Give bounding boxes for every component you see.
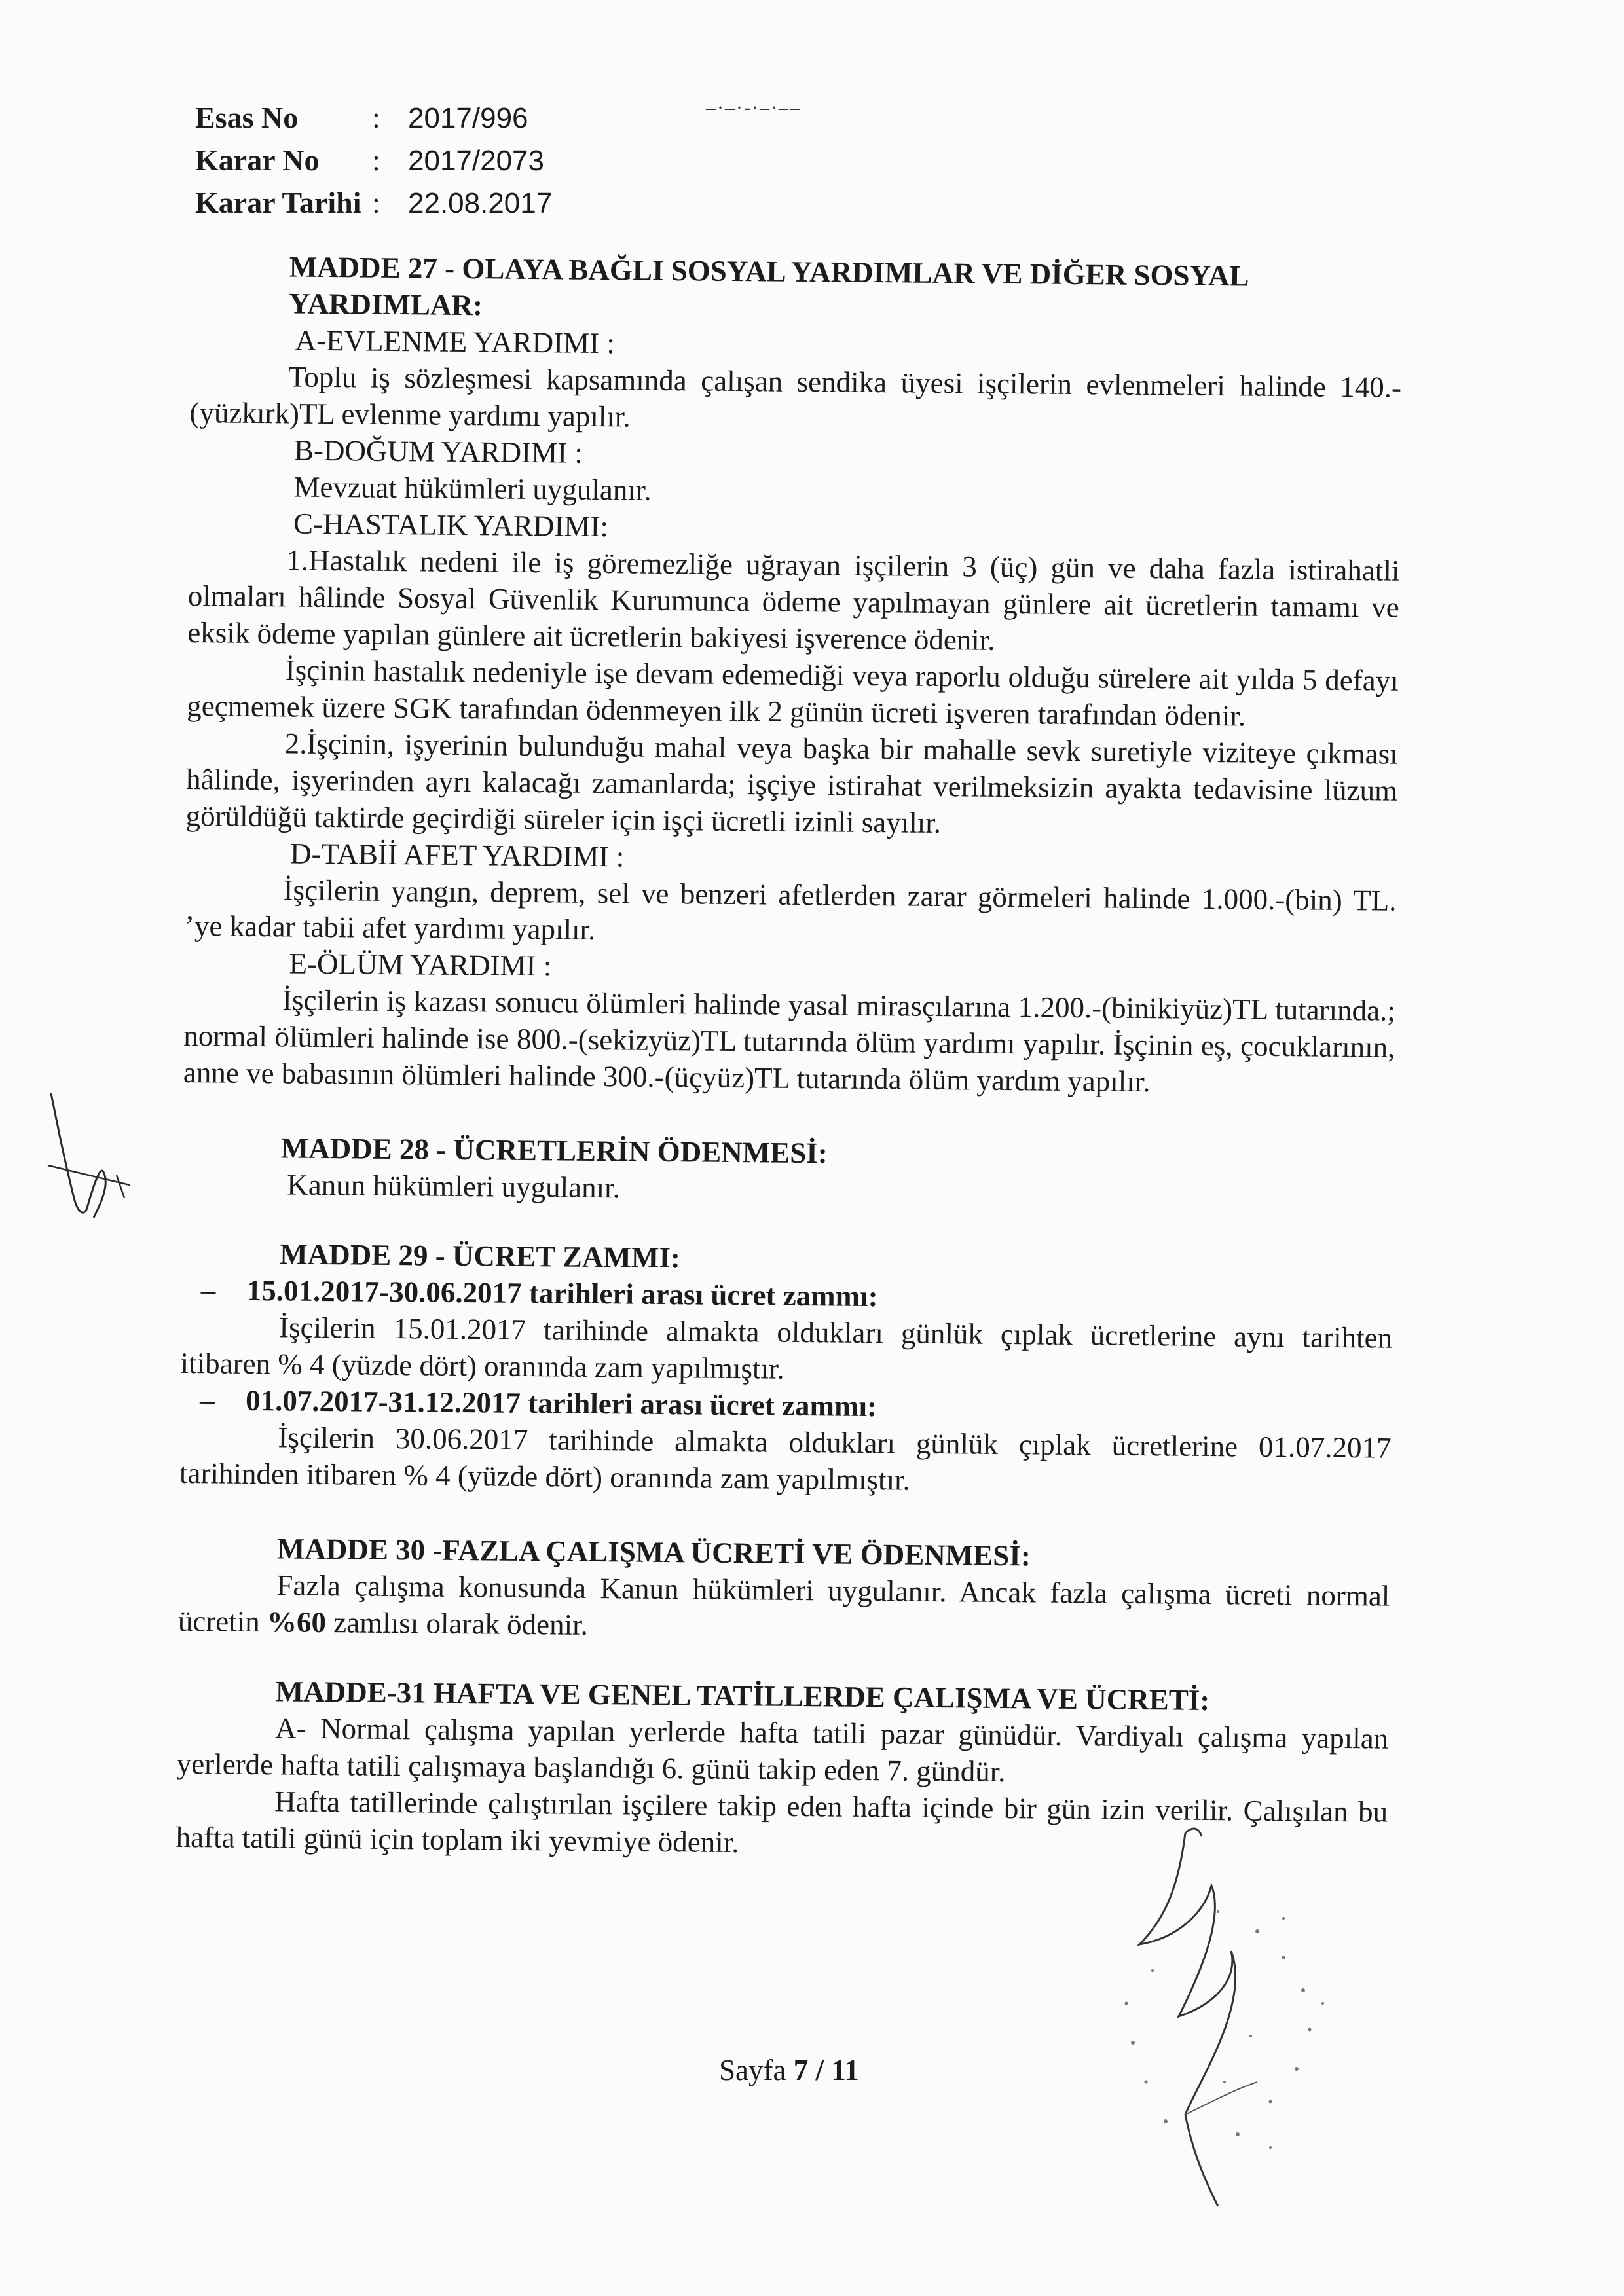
esas-label: Esas No <box>195 101 299 134</box>
madde28-title: MADDE 28 - ÜCRETLERİN ÖDENMESİ: <box>280 1131 828 1170</box>
tarih-value: 22.08.2017 <box>408 187 553 219</box>
karar-row <box>195 139 552 182</box>
page-number: 7 / 11 <box>793 2054 859 2086</box>
page-label: Sayfa <box>719 2054 794 2086</box>
karar-colon: : <box>372 143 380 177</box>
madde27-d-title: D-TABİİ AFET YARDIMI : <box>289 837 625 873</box>
madde27-a-text: Toplu iş sözleşmesi kapsamında çalışan sendika üyesi işçilerin evlenmeleri halinde 140.-(yüzkırk)TL evlenme yardımı yapılır. <box>189 360 1402 433</box>
madde27-a-title: A-EVLENME YARDIMI : <box>295 323 616 360</box>
bullet-dash: – <box>199 1383 215 1417</box>
bottom-signature <box>1087 1807 1414 2213</box>
karar-value: 2017/2073 <box>408 145 544 177</box>
madde27-c-text3: 2.İşçinin, işyerinin bulunduğu mahal veya başka bir mahalle sevk suretiyle viziteye çıkması hâlinde, işyerinden ayrı kalacağı zamanlarda; işçiye istirahat verilmeksizin ayakta tedavisine lüzum görüldüğü taktirde geçirdiği süreler için işçi ücretli izinli sayılır. <box>185 727 1398 840</box>
madde27-c-text2: İşçinin hastalık nedeniyle işe devam edemediği veya raporlu olduğu sürelere ait yılda 5 defayı geçmemek üzere SGK tarafından ödenmeyen ilk 2 günün ücreti işveren tarafından ödenir. <box>187 653 1399 733</box>
madde30-title: MADDE 30 -FAZLA ÇALIŞMA ÜCRETİ VE ÖDENMESİ: <box>276 1532 1031 1573</box>
madde27-b-text: Mevzuat hükümleri uygulanır. <box>293 470 652 507</box>
madde30-text-before: Fazla çalışma konusunda Kanun hükümleri uygulanır. Ancak fazla çalışma ücreti normal ücretin <box>177 1569 1390 1639</box>
madde29-bullet1-text: İşçilerin 15.01.2017 tarihinde almakta oldukları günlük çıplak ücretlerine aynı tarihten itibaren % 4 (yüzde dört) oranında zam yapılmıştır. <box>180 1311 1393 1385</box>
madde30-percent: %60 <box>267 1605 327 1639</box>
madde31-text1: A- Normal çalışma yapılan yerlerde hafta tatili pazar günüdür. Vardiyalı çalışma yapılan yerlerde hafta tatili çalışmaya başlandığı 6. günü takip eden 7. gündür. <box>176 1711 1389 1789</box>
madde27-c-text1: 1.Hastalık nedeni ile iş göremezliğe uğrayan işçilerin 3 (üç) gün ve daha fazla istirahatli olmaları hâlinde Sosyal Güvenlik Kurumunca ödeme yapılmayan günlere ait ücretlerin tamamı ve eksik ödeme yapılan günlere ait ücretlerin bakiyesi işverence ödenir. <box>187 543 1400 657</box>
madde27-e-text: İşçilerin iş kazası sonucu ölümleri halinde yasal mirasçılarına 1.200.-(binikiyüz)TL tutarında.; normal ölümleri halinde ise 800.-(sekizyüz)TL tutarında ölüm yardımı yapılır. İşçinin eş, çocuklarının, anne ve babasının ölümleri halinde 300.-(üçyüz)TL tutarında ölüm yardım yapılır. <box>183 983 1396 1099</box>
case-header <box>195 97 552 225</box>
esas-colon: : <box>372 101 380 134</box>
top-margin-mark: –·–·‑·–·–– <box>706 97 801 118</box>
madde27-e-title: E-ÖLÜM YARDIMI : <box>289 947 552 983</box>
madde30-text-after: zamlısı olarak ödenir. <box>325 1606 589 1641</box>
madde27-b-title: B-DOĞUM YARDIMI : <box>293 433 583 469</box>
madde29-bullet2-title: 01.07.2017-31.12.2017 tarihleri arası ücret zammı: <box>245 1383 877 1423</box>
madde28-text: Kanun hükümleri uygulanır. <box>287 1168 621 1205</box>
madde27-title: MADDE 27 - OLAYA BAĞLI SOSYAL YARDIMLAR VE DİĞER SOSYAL YARDIMLAR: <box>288 250 1248 322</box>
tarih-colon: : <box>372 186 380 219</box>
madde31-title: MADDE-31 HAFTA VE GENEL TATİLLERDE ÇALIŞMA VE ÜCRETİ: <box>275 1675 1210 1717</box>
madde27-d-text: İşçilerin yangın, deprem, sel ve benzeri afetlerden zarar görmeleri halinde 1.000.-(bin) TL. ’ye kadar tabii afet yardımı yapılır. <box>184 873 1397 946</box>
madde30-text <box>178 1566 1390 1651</box>
tarih-row <box>195 182 552 225</box>
karar-label: Karar No <box>195 143 320 177</box>
margin-initial-signature <box>38 1087 136 1237</box>
esas-row <box>195 97 552 139</box>
madde29-title: MADDE 29 - ÜCRET ZAMMI: <box>280 1237 681 1275</box>
madde27-c-title: C-HASTALIK YARDIMI: <box>293 507 609 543</box>
bullet-dash: – <box>200 1273 216 1307</box>
madde31-text2: Hafta tatillerinde çalıştırılan işçilere takip eden hafta içinde bir gün izin verilir. Çalışılan bu hafta tatili günü için toplam iki yevmiye ödenir. <box>175 1785 1388 1859</box>
document-body <box>175 247 1402 1867</box>
madde29-bullet2-text: İşçilerin 30.06.2017 tarihinde almakta oldukları günlük çıplak ücretlerine 01.07.2017 tarihinden itibaren % 4 (yüzde dört) oranında zam yapılmıştır. <box>179 1421 1392 1497</box>
esas-value: 2017/996 <box>408 102 528 134</box>
tarih-label: Karar Tarihi <box>195 186 361 219</box>
page-footer <box>719 2053 859 2087</box>
madde29-bullet1-title: 15.01.2017-30.06.2017 tarihleri arası ücret zammı: <box>246 1273 878 1313</box>
